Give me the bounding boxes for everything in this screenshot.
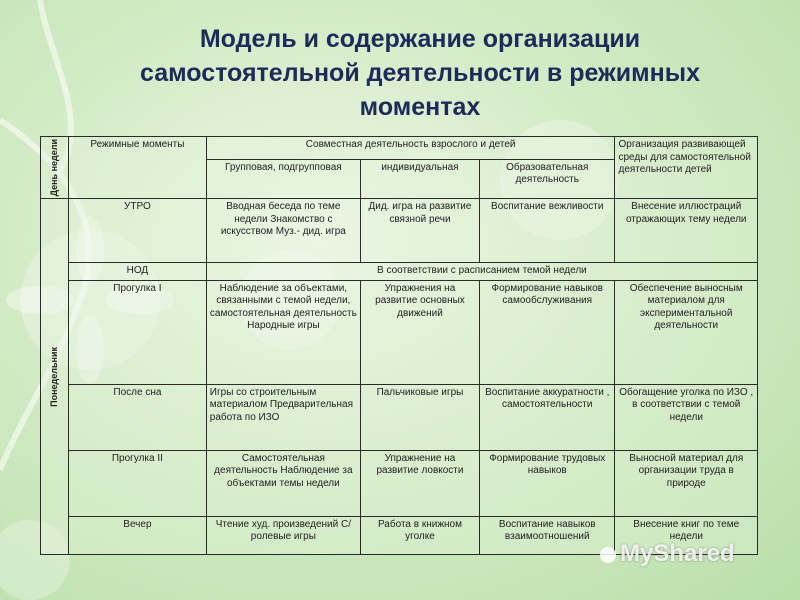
- group-cell: Самостоятельная деятельность Наблюдение за объектами темы недели: [206, 450, 360, 516]
- slide-title: Модель и содержание организации самостоятельной деятельности в режимных моментах: [139, 25, 700, 121]
- group-cell: Игры со строительным материалом Предварительная работа по ИЗО: [206, 384, 360, 450]
- table-row: [41, 450, 758, 516]
- educational-cell: Формирование навыков самообслуживания: [480, 280, 615, 384]
- watermark: MyShared: [600, 540, 735, 568]
- header-educational: Образовательная деятельность: [480, 159, 615, 198]
- educational-cell: Формирование трудовых навыков: [480, 450, 615, 516]
- moment-cell: Вечер: [69, 516, 207, 554]
- environment-cell: Внесение иллюстраций отражающих тему недели: [615, 199, 758, 263]
- environment-cell: Обогащение уголка по ИЗО , в соответствии с темой недели: [615, 384, 758, 450]
- educational-cell: Воспитание аккуратности , самостоятельности: [480, 384, 615, 450]
- header-regime: Режимные моменты: [69, 137, 207, 199]
- individual-cell: Пальчиковые игры: [360, 384, 479, 450]
- individual-cell: Дид. игра на развитие связной речи: [360, 199, 479, 263]
- header-day: День недели: [41, 137, 69, 199]
- table-row: [41, 199, 758, 263]
- table-row: [41, 384, 758, 450]
- environment-cell: Выносной материал для организации труда в природе: [615, 450, 758, 516]
- individual-cell: Упражнение на развитие ловкости: [360, 450, 479, 516]
- group-cell: Чтение худ. произведений С/ролевые игры: [206, 516, 360, 554]
- group-cell: Вводная беседа по теме недели Знакомство с искусством Муз.- дид. игра: [206, 199, 360, 263]
- header-joint: Совместная деятельность взрослого и детей: [206, 137, 615, 160]
- educational-cell: Воспитание вежливости: [480, 199, 615, 263]
- environment-cell: Обеспечение выносным материалом для экспериментальной деятельности: [615, 280, 758, 384]
- header-environment: Организация развивающей среды для самостоятельной деятельности детей: [615, 137, 758, 199]
- group-cell: Наблюдение за объектами, связанными с темой недели, самостоятельная деятельность Народные игры: [206, 280, 360, 384]
- educational-cell: Воспитание навыков взаимоотношений: [480, 516, 615, 554]
- schedule-table: [40, 136, 758, 555]
- header-row-1: [41, 137, 758, 160]
- header-individual: индивидуальная: [360, 159, 479, 198]
- nod-text: В соответствии с расписанием темой недели: [206, 263, 757, 281]
- moment-cell: После сна: [69, 384, 207, 450]
- moment-cell: НОД: [69, 263, 207, 281]
- moment-cell: УТРО: [69, 199, 207, 263]
- individual-cell: Работа в книжном уголке: [360, 516, 479, 554]
- environment-cell: Внесение книг по теме недели: [615, 516, 758, 554]
- logo-icon: [600, 547, 616, 563]
- individual-cell: Упражнения на развитие основных движений: [360, 280, 479, 384]
- moment-cell: Прогулка II: [69, 450, 207, 516]
- header-group: Групповая, подгрупповая: [206, 159, 360, 198]
- nod-row: [41, 263, 758, 281]
- table-row: [41, 280, 758, 384]
- day-cell: Понедельник: [41, 199, 69, 555]
- moment-cell: Прогулка I: [69, 280, 207, 384]
